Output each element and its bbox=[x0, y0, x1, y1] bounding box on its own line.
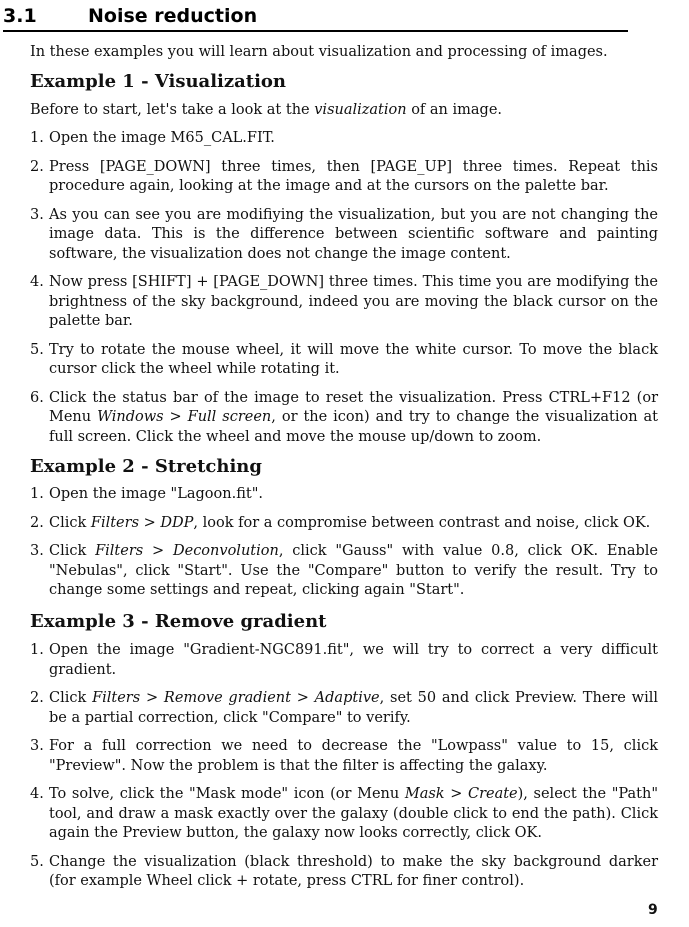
section-title: Noise reduction bbox=[88, 5, 258, 27]
section-number: 3.1 bbox=[3, 5, 37, 27]
list-item: 4. Now press [SHIFT] + [PAGE_DOWN] three times. This time you are modifying the brightness of the sky background, indeed you are moving the black cursor on the palette bar. bbox=[30, 274, 658, 329]
list-item: 2. Click Filters > Remove gradient > Adaptive, set 50 and click Preview. There will be a partial correction, click "Compare" to verify. bbox=[30, 690, 658, 726]
example-2-heading: Example 2 - Stretching bbox=[30, 456, 262, 477]
list-item: 5. Try to rotate the mouse wheel, it will move the white cursor. To move the black cursor click the wheel while rotating it. bbox=[30, 341, 658, 377]
intro-paragraph: In these examples you will learn about visualization and processing of images. bbox=[30, 44, 608, 60]
example-1-heading: Example 1 - Visualization bbox=[30, 71, 287, 92]
example-1-steps bbox=[30, 129, 658, 456]
list-item: 6. Click the status bar of the image to reset the visualization. Press CTRL+F12 (or Menu Windows > Full screen, or the icon) and try to change the visualization at full screen. Click the wheel and move the mouse up/down to zoom. bbox=[30, 389, 659, 445]
list-item: 3. For a full correction we need to decrease the "Lowpass" value to 15, click "Preview". Now the problem is that the filter is affecting the galaxy. bbox=[30, 738, 658, 774]
example-1-lead: Before to start, let's take a look at the visualization of an image. bbox=[30, 102, 503, 118]
list-item: 1. Open the image M65_CAL.FIT. bbox=[30, 130, 275, 146]
list-item: 1. Open the image "Gradient-NGC891.fit", we will try to correct a very difficult gradient. bbox=[30, 642, 658, 678]
list-item: 2. Click Filters > DDP, look for a compromise between contrast and noise, click OK. bbox=[30, 514, 651, 531]
example-3-heading: Example 3 - Remove gradient bbox=[30, 611, 327, 632]
list-item: 3. Click Filters > Deconvolution, click "Gauss" with value 0.8, click OK. Enable "Nebulas", click "Start". Use the "Compare" button to verify the result. Try to change some settings and repeat, clicking again "Start". bbox=[30, 543, 658, 598]
list-item: 2. Press [PAGE_DOWN] three times, then [PAGE_UP] three times. Repeat this procedure again, looking at the image and at the cursors on the palette bar. bbox=[30, 158, 658, 194]
list-item: 1. Open the image "Lagoon.fit". bbox=[30, 486, 263, 502]
list-item: 3. As you can see you are modifiying the visualization, but you are not changing the image data. This is the difference between scientific software and painting software, the visualization does not change the image content. bbox=[30, 206, 658, 262]
list-item: 5. Change the visualization (black threshold) to make the sky background darker (for example Wheel click + rotate, press CTRL for finer control). bbox=[30, 853, 658, 889]
page-number: 9 bbox=[648, 902, 658, 918]
list-item: 4. To solve, click the "Mask mode" icon (or Menu Mask > Create), select the "Path" tool, and draw a mask exactly over the galaxy (double click to end the path). Click again the Preview button, the galaxy now looks correctly, click OK. bbox=[30, 786, 658, 841]
example-3-steps bbox=[30, 641, 658, 901]
section-header bbox=[3, 4, 628, 32]
example-2-steps bbox=[30, 485, 658, 610]
